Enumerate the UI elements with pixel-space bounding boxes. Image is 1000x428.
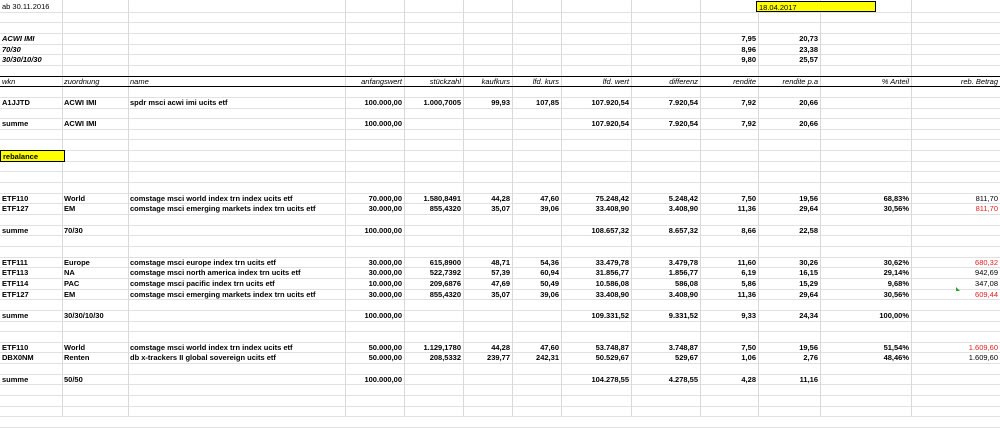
data-cell[interactable]: 9,68% bbox=[887, 278, 909, 288]
data-cell[interactable]: 100,00% bbox=[879, 310, 909, 320]
data-cell[interactable]: 1.609,60 bbox=[968, 353, 998, 363]
data-cell[interactable]: 20,66 bbox=[799, 97, 818, 107]
data-cell[interactable] bbox=[463, 310, 512, 321]
data-cell[interactable]: 30.000,00 bbox=[368, 289, 402, 299]
data-cell[interactable]: comstage msci north america index trn ucits etf bbox=[130, 268, 301, 278]
data-cell[interactable]: 100.000,00 bbox=[364, 119, 402, 129]
data-cell[interactable]: 4,28 bbox=[741, 374, 756, 384]
data-cell[interactable]: 208,5332 bbox=[429, 353, 461, 363]
column-header[interactable]: name bbox=[130, 76, 149, 86]
data-cell[interactable]: 48,71 bbox=[491, 257, 510, 267]
data-cell[interactable]: 8.657,32 bbox=[668, 225, 698, 235]
summary-rendite[interactable]: 7,95 bbox=[741, 33, 756, 43]
data-cell[interactable]: 50/50 bbox=[64, 374, 83, 384]
data-cell[interactable] bbox=[911, 225, 1000, 236]
data-cell[interactable]: 30,56% bbox=[883, 204, 909, 214]
data-cell[interactable]: 1.000,7005 bbox=[423, 97, 461, 107]
data-cell[interactable]: 855,4320 bbox=[429, 289, 461, 299]
data-cell[interactable]: 60,94 bbox=[540, 268, 559, 278]
data-cell[interactable] bbox=[128, 310, 347, 321]
row-gridline bbox=[0, 22, 1000, 23]
data-cell[interactable]: 31.856,77 bbox=[595, 268, 629, 278]
data-cell[interactable]: 54,36 bbox=[540, 257, 559, 267]
data-cell[interactable]: 811,70 bbox=[975, 204, 998, 214]
data-cell[interactable]: 100.000,00 bbox=[364, 310, 402, 320]
data-cell[interactable]: 11,36 bbox=[737, 204, 756, 214]
data-cell[interactable]: ETF110 bbox=[2, 193, 29, 203]
data-cell[interactable]: 1.129,1780 bbox=[423, 342, 461, 352]
data-cell[interactable]: 53.748,87 bbox=[595, 342, 629, 352]
data-cell[interactable]: 30.000,00 bbox=[368, 204, 402, 214]
data-cell[interactable]: 51,54% bbox=[883, 342, 909, 352]
rebalance-label-cell[interactable]: rebalance bbox=[0, 150, 65, 162]
data-cell[interactable]: 586,08 bbox=[675, 278, 698, 288]
data-cell[interactable]: 9,33 bbox=[741, 310, 756, 320]
data-cell[interactable]: 29,64 bbox=[799, 289, 818, 299]
data-cell[interactable] bbox=[512, 374, 561, 385]
data-cell[interactable]: 50.000,00 bbox=[368, 353, 402, 363]
data-cell[interactable] bbox=[128, 225, 347, 236]
data-cell[interactable] bbox=[463, 225, 512, 236]
data-cell[interactable]: 47,60 bbox=[540, 193, 559, 203]
data-cell[interactable]: 5,86 bbox=[741, 278, 756, 288]
data-cell[interactable]: NA bbox=[64, 268, 75, 278]
summary-rendite-pa[interactable]: 23,38 bbox=[799, 44, 818, 54]
data-cell[interactable]: 20,66 bbox=[799, 119, 818, 129]
data-cell[interactable]: 942,69 bbox=[975, 268, 998, 278]
data-cell[interactable]: comstage msci emerging markets index trn ucits etf bbox=[130, 204, 316, 214]
data-cell[interactable]: 44,28 bbox=[491, 342, 510, 352]
data-cell[interactable]: 529,67 bbox=[675, 353, 698, 363]
data-cell[interactable] bbox=[820, 374, 911, 385]
data-cell[interactable]: 70.000,00 bbox=[368, 193, 402, 203]
data-cell[interactable]: 107.920,54 bbox=[591, 119, 629, 129]
highlighted-date-cell[interactable]: 18.04.2017 bbox=[756, 1, 876, 12]
data-cell[interactable] bbox=[512, 225, 561, 236]
data-cell[interactable]: ETF110 bbox=[2, 342, 29, 352]
summe-label[interactable]: summe bbox=[2, 310, 29, 320]
column-header[interactable]: reb. Betrag bbox=[960, 76, 998, 86]
data-cell[interactable]: 11,60 bbox=[737, 257, 756, 267]
data-cell[interactable]: 3.408,90 bbox=[668, 289, 698, 299]
row-gridline bbox=[0, 331, 1000, 332]
data-cell[interactable]: 109.331,52 bbox=[591, 310, 629, 320]
data-cell[interactable]: 30,26 bbox=[799, 257, 818, 267]
data-cell[interactable]: 10.586,08 bbox=[595, 278, 629, 288]
data-cell[interactable]: 10.000,00 bbox=[368, 278, 402, 288]
data-cell[interactable]: 108.657,32 bbox=[591, 225, 629, 235]
data-cell[interactable]: 29,64 bbox=[799, 204, 818, 214]
data-cell[interactable]: 50.529,67 bbox=[595, 353, 629, 363]
column-header[interactable]: rendite bbox=[733, 76, 756, 86]
data-cell[interactable]: 100.000,00 bbox=[364, 225, 402, 235]
data-cell[interactable]: 239,77 bbox=[487, 353, 510, 363]
data-cell[interactable]: 242,31 bbox=[536, 353, 559, 363]
data-cell[interactable]: 5.248,42 bbox=[668, 193, 698, 203]
data-cell[interactable] bbox=[911, 97, 1000, 108]
data-cell[interactable] bbox=[128, 118, 347, 129]
row-gridline bbox=[0, 161, 1000, 162]
data-cell[interactable]: PAC bbox=[64, 278, 80, 288]
data-cell[interactable] bbox=[128, 374, 347, 385]
column-header[interactable]: lfd. wert bbox=[602, 76, 629, 86]
summary-rendite[interactable]: 8,96 bbox=[741, 44, 756, 54]
data-cell[interactable]: 30.000,00 bbox=[368, 268, 402, 278]
data-cell[interactable] bbox=[463, 374, 512, 385]
data-cell[interactable]: comstage msci europe index trn ucits etf bbox=[130, 257, 276, 267]
data-cell[interactable] bbox=[820, 97, 911, 108]
data-cell[interactable]: 100.000,00 bbox=[364, 374, 402, 384]
data-cell[interactable]: A1JJTD bbox=[2, 97, 30, 107]
data-cell[interactable]: ETF113 bbox=[2, 268, 29, 278]
data-cell[interactable]: 39,06 bbox=[540, 289, 559, 299]
data-cell[interactable] bbox=[820, 118, 911, 129]
column-header[interactable]: lfd. kurs bbox=[532, 76, 559, 86]
data-cell[interactable]: World bbox=[64, 193, 86, 203]
summary-rendite-pa[interactable]: 25,57 bbox=[799, 55, 818, 65]
data-cell[interactable]: 811,70 bbox=[975, 193, 998, 203]
column-header[interactable]: differenz bbox=[669, 76, 698, 86]
data-cell[interactable]: 22,58 bbox=[799, 225, 818, 235]
data-cell[interactable]: 39,06 bbox=[540, 204, 559, 214]
summary-rendite-pa[interactable]: 20,73 bbox=[799, 33, 818, 43]
data-cell[interactable]: 33.479,78 bbox=[595, 257, 629, 267]
data-cell[interactable]: 47,60 bbox=[540, 342, 559, 352]
data-cell[interactable]: comstage msci emerging markets index trn ucits etf bbox=[130, 289, 316, 299]
data-cell[interactable]: 855,4320 bbox=[429, 204, 461, 214]
data-cell[interactable]: 35,07 bbox=[491, 289, 510, 299]
data-cell[interactable]: spdr msci acwi imi ucits etf bbox=[130, 97, 228, 107]
data-cell[interactable]: comstage msci pacific index trn ucits etf bbox=[130, 278, 275, 288]
data-cell[interactable]: 4.278,55 bbox=[668, 374, 698, 384]
data-cell[interactable]: 11,36 bbox=[737, 289, 756, 299]
data-cell[interactable]: 30,62% bbox=[883, 257, 909, 267]
data-cell[interactable]: 1.856,77 bbox=[668, 268, 698, 278]
data-cell[interactable]: 615,8900 bbox=[429, 257, 461, 267]
data-cell[interactable]: 33.408,90 bbox=[595, 289, 629, 299]
data-cell[interactable]: 107,85 bbox=[536, 97, 559, 107]
data-cell[interactable]: World bbox=[64, 342, 86, 352]
data-cell[interactable]: 57,39 bbox=[491, 268, 510, 278]
data-cell[interactable]: 30.000,00 bbox=[368, 257, 402, 267]
data-cell[interactable]: Renten bbox=[64, 353, 90, 363]
data-cell[interactable]: 48,46% bbox=[883, 353, 909, 363]
data-cell[interactable] bbox=[404, 225, 463, 236]
header-bottom-border bbox=[0, 86, 1000, 87]
data-cell[interactable]: 3.408,90 bbox=[668, 204, 698, 214]
data-cell[interactable] bbox=[404, 118, 463, 129]
data-cell[interactable]: db x-trackers II global sovereign ucits etf bbox=[130, 353, 276, 363]
data-cell[interactable]: 3.479,78 bbox=[668, 257, 698, 267]
data-cell[interactable]: 19,56 bbox=[799, 342, 818, 352]
data-cell[interactable]: ETF111 bbox=[2, 257, 28, 267]
column-header[interactable]: rendite p.a bbox=[782, 76, 818, 86]
data-cell[interactable]: 1.609,60 bbox=[968, 342, 998, 352]
data-cell[interactable]: 44,28 bbox=[491, 193, 510, 203]
data-cell[interactable]: 47,69 bbox=[491, 278, 510, 288]
data-cell[interactable]: EM bbox=[64, 289, 76, 299]
summe-label[interactable]: summe bbox=[2, 374, 29, 384]
summe-label[interactable]: summe bbox=[2, 225, 29, 235]
data-cell[interactable] bbox=[512, 310, 561, 321]
data-cell[interactable]: 3.748,87 bbox=[668, 342, 698, 352]
data-cell[interactable]: 15,29 bbox=[799, 278, 818, 288]
column-header[interactable]: wkn bbox=[2, 76, 16, 86]
data-cell[interactable]: Europe bbox=[64, 257, 90, 267]
data-cell[interactable]: 347,08 bbox=[975, 278, 998, 288]
row-gridline bbox=[0, 65, 1000, 66]
data-cell[interactable]: EM bbox=[64, 204, 76, 214]
data-cell[interactable]: 35,07 bbox=[491, 204, 510, 214]
data-cell[interactable]: 7.920,54 bbox=[668, 97, 698, 107]
data-cell[interactable]: 7,92 bbox=[741, 119, 756, 129]
data-cell[interactable]: 2,76 bbox=[803, 353, 818, 363]
data-cell[interactable]: comstage msci world index trn index ucits etf bbox=[130, 193, 293, 203]
data-cell[interactable]: ETF114 bbox=[2, 278, 29, 288]
data-cell[interactable]: 16,15 bbox=[799, 268, 818, 278]
data-cell[interactable]: 24,34 bbox=[799, 310, 818, 320]
data-cell[interactable]: 107.920,54 bbox=[591, 97, 629, 107]
summary-label[interactable]: 30/30/10/30 bbox=[2, 55, 42, 65]
row-gridline bbox=[0, 139, 1000, 140]
data-cell[interactable] bbox=[911, 310, 1000, 321]
data-cell[interactable]: 50,49 bbox=[540, 278, 559, 288]
column-header[interactable]: kaufkurs bbox=[481, 76, 510, 86]
summary-rendite[interactable]: 9,80 bbox=[741, 55, 756, 65]
row-gridline bbox=[0, 33, 1000, 34]
data-cell[interactable]: 8,66 bbox=[741, 225, 756, 235]
data-cell[interactable] bbox=[463, 118, 512, 129]
row-gridline bbox=[0, 406, 1000, 407]
row-gridline bbox=[0, 246, 1000, 247]
data-cell[interactable]: 1.580,8491 bbox=[423, 193, 461, 203]
data-cell[interactable]: 9.331,52 bbox=[668, 310, 698, 320]
data-cell[interactable] bbox=[512, 118, 561, 129]
header-top-border bbox=[0, 76, 1000, 77]
row-gridline bbox=[0, 150, 1000, 151]
row-gridline bbox=[0, 182, 1000, 183]
row-gridline bbox=[0, 171, 1000, 172]
comment-indicator-icon bbox=[956, 287, 960, 291]
data-cell[interactable]: 30/30/10/30 bbox=[64, 310, 104, 320]
column-header[interactable]: zuordnung bbox=[64, 76, 100, 86]
data-cell[interactable]: 68,83% bbox=[883, 193, 909, 203]
column-header[interactable]: % Anteil bbox=[881, 76, 909, 86]
data-cell[interactable]: 11,16 bbox=[799, 374, 818, 384]
data-cell[interactable]: 209,6876 bbox=[429, 278, 461, 288]
data-cell[interactable]: 6,19 bbox=[741, 268, 756, 278]
data-cell[interactable]: 30,56% bbox=[883, 289, 909, 299]
data-cell[interactable]: ETF127 bbox=[2, 289, 29, 299]
data-cell[interactable]: ETF127 bbox=[2, 204, 29, 214]
data-cell[interactable]: 7,50 bbox=[741, 342, 756, 352]
data-cell[interactable]: 680,32 bbox=[975, 257, 998, 267]
data-cell[interactable]: 7.920,54 bbox=[668, 119, 698, 129]
column-header[interactable]: anfangswert bbox=[361, 76, 402, 86]
data-cell[interactable]: 99,93 bbox=[491, 97, 510, 107]
data-cell[interactable]: ACWI IMI bbox=[64, 119, 97, 129]
data-cell[interactable]: 1,06 bbox=[741, 353, 756, 363]
data-cell[interactable]: 7,92 bbox=[741, 97, 756, 107]
data-cell[interactable]: DBX0NM bbox=[2, 353, 34, 363]
data-cell[interactable] bbox=[404, 310, 463, 321]
as-of-date[interactable]: ab 30.11.2016 bbox=[2, 2, 50, 11]
row-gridline bbox=[0, 54, 1000, 55]
data-cell[interactable] bbox=[911, 118, 1000, 129]
data-cell[interactable]: 75.248,42 bbox=[595, 193, 629, 203]
data-cell[interactable]: 33.408,90 bbox=[595, 204, 629, 214]
data-cell[interactable]: 522,7392 bbox=[429, 268, 461, 278]
data-cell[interactable] bbox=[404, 374, 463, 385]
data-cell[interactable]: 104.278,55 bbox=[591, 374, 629, 384]
data-cell[interactable] bbox=[820, 225, 911, 236]
summary-label[interactable]: ACWI IMI bbox=[2, 33, 35, 43]
data-cell[interactable]: 609,44 bbox=[975, 289, 998, 299]
data-cell[interactable]: 70/30 bbox=[64, 225, 83, 235]
row-gridline bbox=[0, 44, 1000, 45]
data-cell[interactable]: 50.000,00 bbox=[368, 342, 402, 352]
column-header[interactable]: stückzahl bbox=[429, 76, 461, 86]
summe-label[interactable]: summe bbox=[2, 119, 29, 129]
data-cell[interactable]: 100.000,00 bbox=[364, 97, 402, 107]
data-cell[interactable]: ACWI IMI bbox=[64, 97, 97, 107]
summary-label[interactable]: 70/30 bbox=[2, 44, 21, 54]
data-cell[interactable]: 29,14% bbox=[883, 268, 909, 278]
data-cell[interactable]: comstage msci world index trn index ucits etf bbox=[130, 342, 293, 352]
data-cell[interactable]: 7,50 bbox=[741, 193, 756, 203]
data-cell[interactable] bbox=[911, 374, 1000, 385]
row-gridline bbox=[0, 395, 1000, 396]
data-cell[interactable]: 19,56 bbox=[799, 193, 818, 203]
row-gridline bbox=[0, 416, 1000, 417]
